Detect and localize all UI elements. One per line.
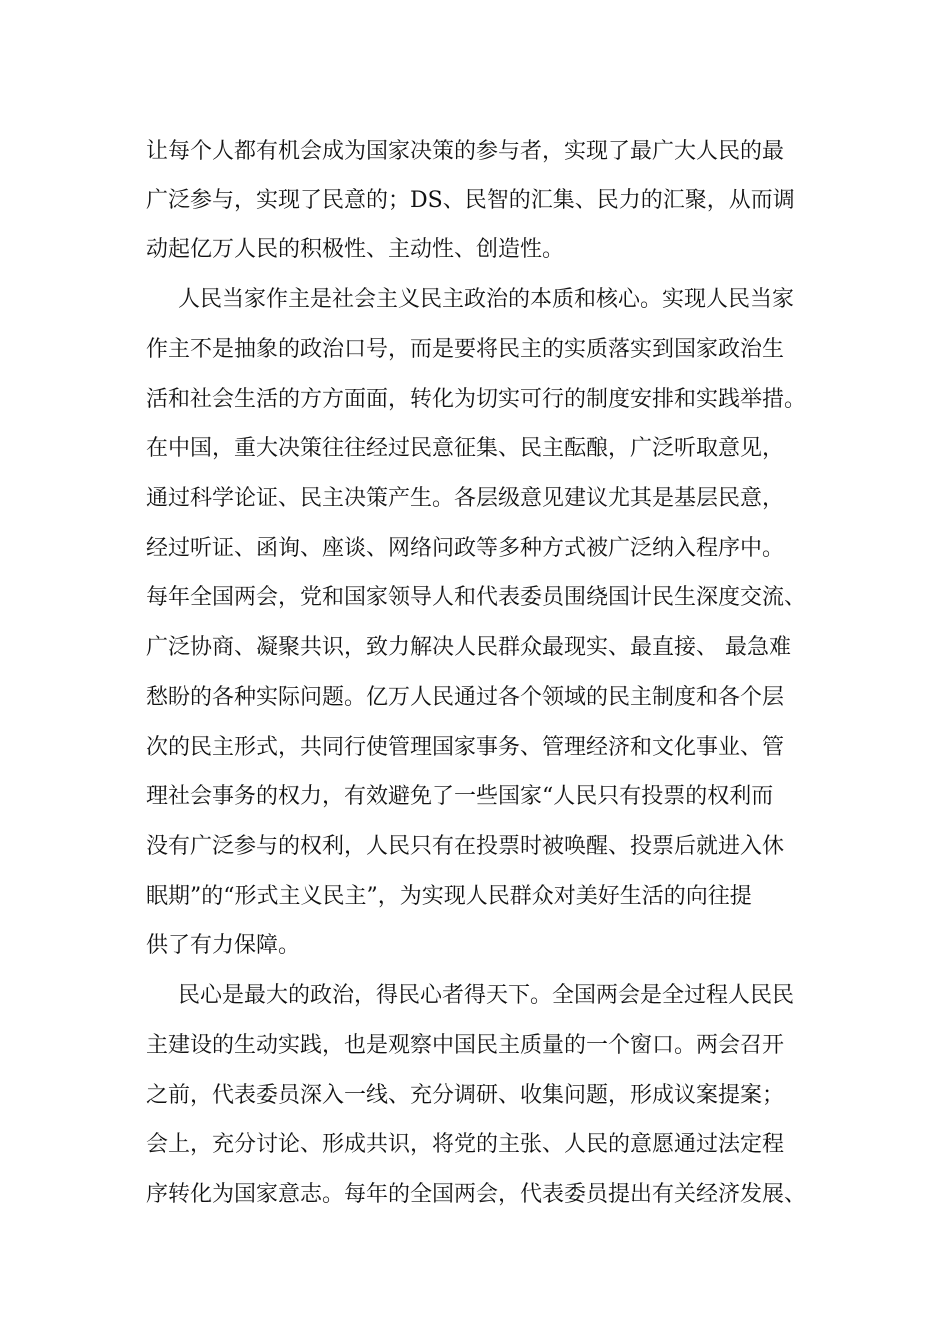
text-line-14: 理社会事务的权力，有效避免了一些国家“人民只有投票的权利而 bbox=[146, 784, 774, 809]
text-line-16: 眠期”的“形式主义民主”，为实现人民群众对美好生活的向往提 bbox=[146, 884, 752, 909]
text-line-19: 主建设的生动实践，也是观察中国民主质量的一个窗口。两会召开 bbox=[146, 1033, 785, 1058]
text-line-2: 广泛参与，实现了民意的；DS、民智的汇集、民力的汇聚，从而调 bbox=[146, 188, 795, 213]
text-line-4: 人民当家作主是社会主义民主政治的本质和核心。实现人民当家 bbox=[178, 287, 795, 312]
text-line-8: 通过科学论证、民主决策产生。各层级意见建议尤其是基层民意， bbox=[146, 486, 785, 511]
text-line-12: 愁盼的各种实际问题。亿万人民通过各个领域的民主制度和各个层 bbox=[146, 685, 785, 710]
text-line-22: 序转化为国家意志。每年的全国两会，代表委员提出有关经济发展、 bbox=[146, 1182, 807, 1207]
text-line-18: 民心是最大的政治，得民心者得天下。全国两会是全过程人民民 bbox=[178, 983, 795, 1008]
text-line-17: 供了有力保障。 bbox=[146, 933, 301, 958]
text-line-15: 没有广泛参与的权利，人民只有在投票时被唤醒、投票后就进入休 bbox=[146, 834, 785, 859]
text-line-5: 作主不是抽象的政治口号，而是要将民主的实质落实到国家政治生 bbox=[146, 337, 785, 362]
text-line-13: 次的民主形式，共同行使管理国家事务、管理经济和文化事业、管 bbox=[146, 735, 785, 760]
text-line-10: 每年全国两会，党和国家领导人和代表委员围绕国计民生深度交流、 bbox=[146, 585, 807, 610]
text-line-11: 广泛协商、凝聚共识，致力解决人民群众最现实、最直接、 最急难 bbox=[146, 635, 791, 660]
text-line-20: 之前，代表委员深入一线、充分调研、收集问题，形成议案提案； bbox=[146, 1083, 785, 1108]
text-line-1: 让每个人都有机会成为国家决策的参与者，实现了最广大人民的最 bbox=[146, 139, 785, 164]
text-line-21: 会上，充分讨论、形成共识，将党的主张、人民的意愿通过法定程 bbox=[146, 1132, 785, 1157]
text-line-7: 在中国，重大决策往往经过民意征集、民主酝酿，广泛听取意见， bbox=[146, 436, 785, 461]
text-line-3: 动起亿万人民的积极性、主动性、创造性。 bbox=[146, 237, 565, 262]
text-line-9: 经过听证、函询、座谈、网络问政等多种方式被广泛纳入程序中。 bbox=[146, 536, 785, 561]
text-line-6: 活和社会生活的方方面面，转化为切实可行的制度安排和实践举措。 bbox=[146, 387, 807, 412]
